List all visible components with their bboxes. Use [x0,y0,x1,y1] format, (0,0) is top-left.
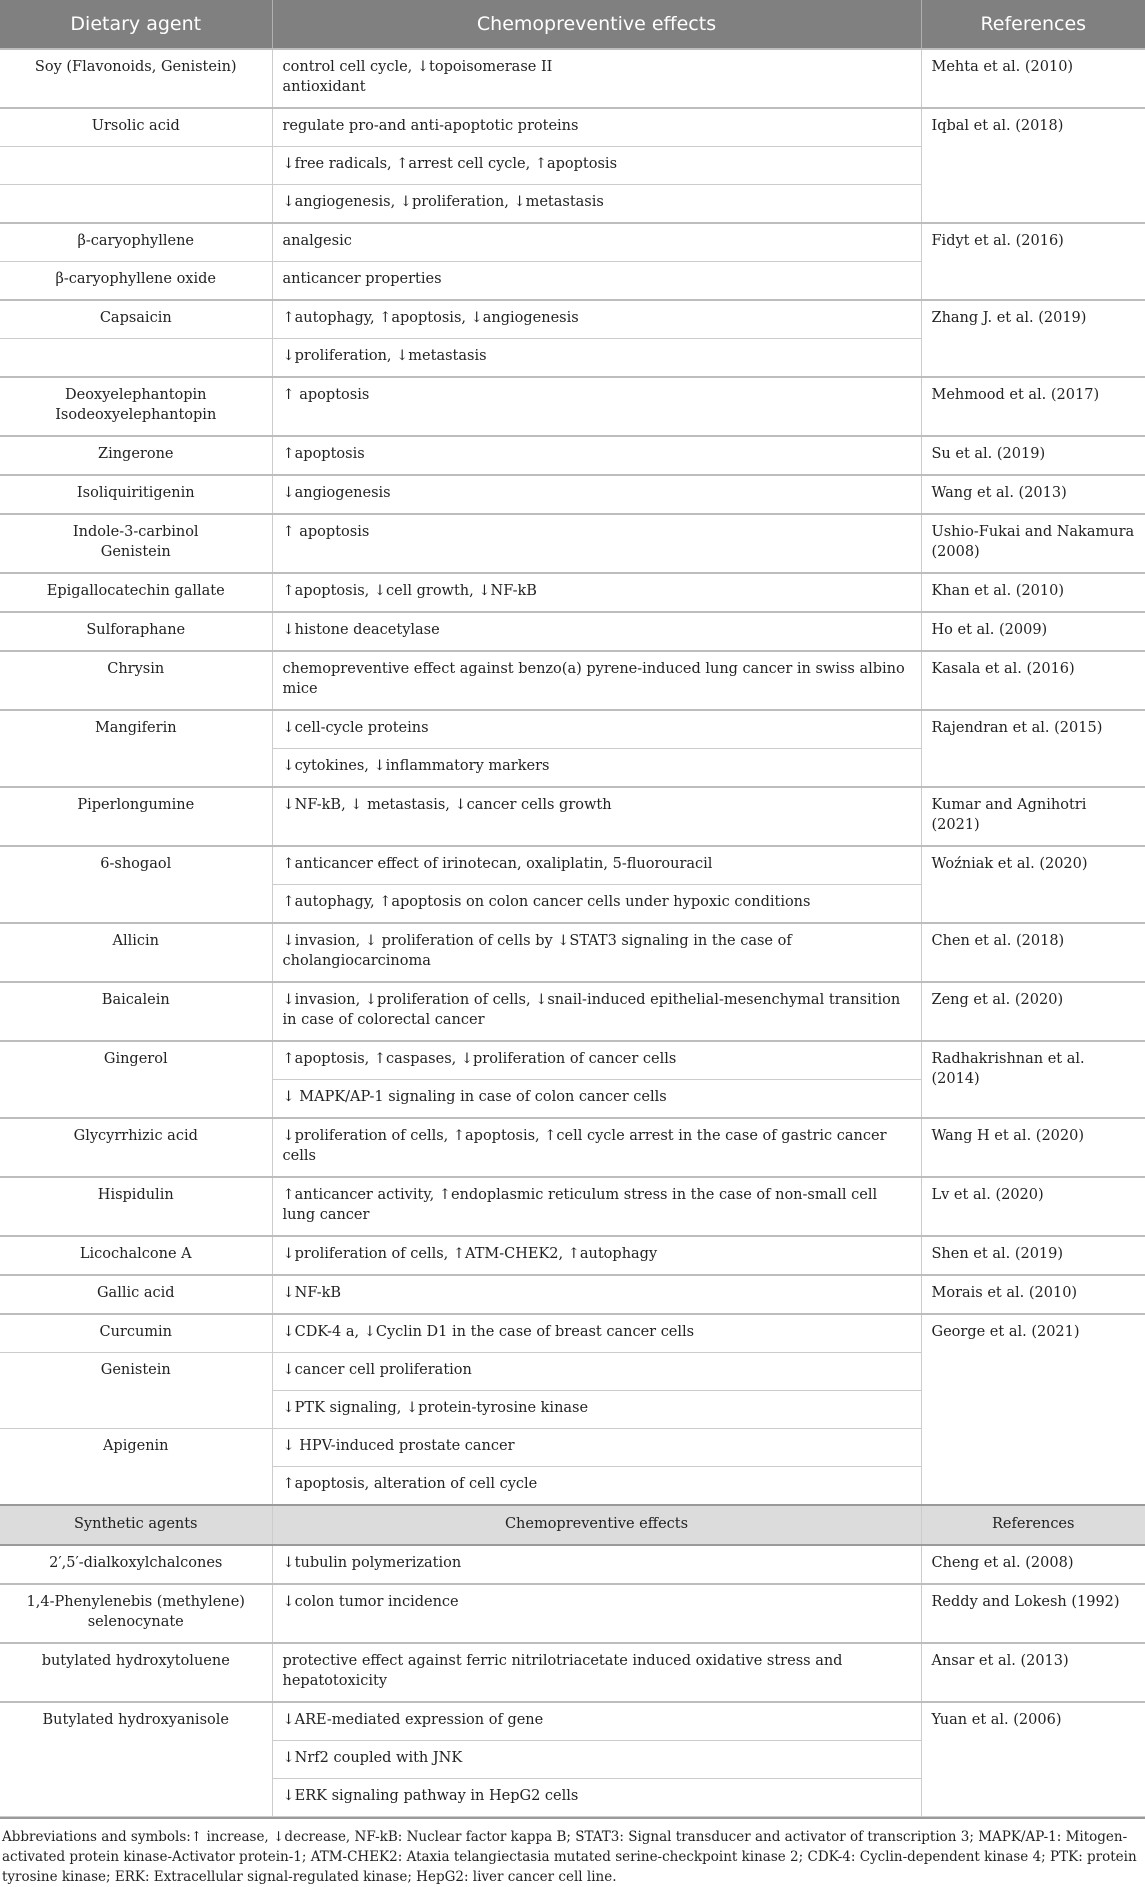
effect-cell: ↓ARE-mediated expression of gene [272,1702,921,1741]
reference-cell: Woźniak et al. (2020) [921,846,1145,923]
agent-cell: Chrysin [0,651,272,710]
agent-cell: Licochalcone A [0,1236,272,1275]
effect-cell: ↓invasion, ↓ proliferation of cells by ↓STAT3 signaling in the case of cholangiocarcinoma [272,923,921,982]
agent-cell: Butylated hydroxyanisole [0,1702,272,1817]
effect-cell: ↑ apoptosis [272,377,921,436]
table-header [0,0,1145,49]
synthetic-section-header [0,1505,1145,1545]
agent-cell: Allicin [0,923,272,982]
agent-cell: Hispidulin [0,1177,272,1236]
effect-cell: anticancer properties [272,262,921,301]
agent-cell: Mangiferin [0,710,272,787]
table-row [0,787,1145,846]
effect-cell: ↓ HPV-induced prostate cancer [272,1429,921,1467]
effect-cell: ↑apoptosis, alteration of cell cycle [272,1467,921,1506]
reference-cell: Zeng et al. (2020) [921,982,1145,1041]
effect-cell: ↓cell-cycle proteins [272,710,921,749]
agent-cell: Glycyrrhizic acid [0,1118,272,1177]
reference-cell: Wang H et al. (2020) [921,1118,1145,1177]
agent-cell: β-caryophyllene oxide [0,262,272,301]
abbreviations-footnote: Abbreviations and symbols:↑ increase, ↓decrease, NF-kB: Nuclear factor kappa B; STAT3: Signal transducer and activator of transcription 3; MAPK/AP-1: Mitogen-activated protein kinase-Activator protein-1; ATM-CHEK2: Ataxia telangiectasia mutated serine-checkpoint kinase 2; CDK-4: Cyclin-dependent kinase 4; PTK: protein tyrosine kinase; ERK: Extracellular signal-regulated kinase; HepG2: liver cancer cell line. [0,1817,1145,1887]
effect-cell: ↓colon tumor incidence [272,1584,921,1643]
effect-cell: ↓tubulin polymerization [272,1545,921,1584]
reference-cell: Mehmood et al. (2017) [921,377,1145,436]
agent-cell [0,339,272,378]
agent-cell: Gallic acid [0,1275,272,1314]
reference-cell: Ushio-Fukai and Nakamura (2008) [921,514,1145,573]
effect-cell: ↓cytokines, ↓inflammatory markers [272,749,921,788]
reference-cell: Zhang J. et al. (2019) [921,300,1145,377]
section-chemopreventive-effects: Chemopreventive effects [272,1505,921,1545]
reference-cell: Lv et al. (2020) [921,1177,1145,1236]
effect-cell: ↓ERK signaling pathway in HepG2 cells [272,1779,921,1817]
effect-cell: ↓angiogenesis [272,475,921,514]
agent-cell: 1,4-Phenylenebis (methylene) selenocynate [0,1584,272,1643]
table-row [0,300,1145,339]
effect-cell: ↓proliferation, ↓metastasis [272,339,921,378]
section-references: References [921,1505,1145,1545]
agent-cell: 2′,5′-dialkoxylchalcones [0,1545,272,1584]
table-row [0,1236,1145,1275]
reference-cell: Wang et al. (2013) [921,475,1145,514]
table-row [0,223,1145,262]
reference-cell: Kasala et al. (2016) [921,651,1145,710]
reference-cell: Ansar et al. (2013) [921,1643,1145,1702]
reference-cell: Ho et al. (2009) [921,612,1145,651]
table-row [0,436,1145,475]
synthetic-agents-body [0,1545,1145,1817]
effect-cell: protective effect against ferric nitrilotriacetate induced oxidative stress and hepatotoxicity [272,1643,921,1702]
reference-cell: Rajendran et al. (2015) [921,710,1145,787]
table-row [0,475,1145,514]
agent-cell: Zingerone [0,436,272,475]
table-row [0,923,1145,982]
effect-cell: ↑autophagy, ↑apoptosis on colon cancer cells under hypoxic conditions [272,885,921,924]
table-row [0,1545,1145,1584]
reference-cell: Radhakrishnan et al. (2014) [921,1041,1145,1118]
effect-cell: ↓NF-kB, ↓ metastasis, ↓cancer cells growth [272,787,921,846]
reference-cell: Khan et al. (2010) [921,573,1145,612]
agent-cell: Deoxyelephantopin Isodeoxyelephantopin [0,377,272,436]
table-row [0,1702,1145,1741]
header-dietary-agent: Dietary agent [0,0,272,49]
agent-cell: Soy (Flavonoids, Genistein) [0,49,272,108]
agent-cell: Genistein [0,1353,272,1429]
reference-cell: Yuan et al. (2006) [921,1702,1145,1817]
effect-cell: ↓ MAPK/AP-1 signaling in case of colon cancer cells [272,1080,921,1119]
table-row [0,1643,1145,1702]
effect-cell: ↓histone deacetylase [272,612,921,651]
agent-cell: Gingerol [0,1041,272,1118]
reference-cell: Kumar and Agnihotri (2021) [921,787,1145,846]
agent-cell [0,185,272,224]
reference-cell: Shen et al. (2019) [921,1236,1145,1275]
agent-cell: Baicalein [0,982,272,1041]
table-row [0,1314,1145,1353]
table-row [0,846,1145,885]
effect-cell: ↓proliferation of cells, ↑ATM-CHEK2, ↑autophagy [272,1236,921,1275]
effect-cell: ↓angiogenesis, ↓proliferation, ↓metastasis [272,185,921,224]
effect-cell: ↓cancer cell proliferation [272,1353,921,1391]
effect-cell: ↓Nrf2 coupled with JNK [272,1741,921,1779]
table-row [0,1041,1145,1080]
agent-cell: Isoliquiritigenin [0,475,272,514]
header-references: References [921,0,1145,49]
table-row [0,982,1145,1041]
agent-cell: Capsaicin [0,300,272,339]
reference-cell: Morais et al. (2010) [921,1275,1145,1314]
agent-cell: butylated hydroxytoluene [0,1643,272,1702]
header-chemopreventive-effects: Chemopreventive effects [272,0,921,49]
agent-cell: Epigallocatechin gallate [0,573,272,612]
effect-cell: ↓invasion, ↓proliferation of cells, ↓snail-induced epithelial-mesenchymal transition in case of colorectal cancer [272,982,921,1041]
effect-cell: ↓NF-kB [272,1275,921,1314]
effect-cell: ↑ apoptosis [272,514,921,573]
table-row [0,514,1145,573]
table-row [0,1177,1145,1236]
table-row [0,651,1145,710]
effect-cell: ↑anticancer effect of irinotecan, oxaliplatin, 5-fluorouracil [272,846,921,885]
reference-cell: Reddy and Lokesh (1992) [921,1584,1145,1643]
effect-cell: regulate pro-and anti-apoptotic proteins [272,108,921,147]
effect-cell: ↑apoptosis, ↓cell growth, ↓NF-kB [272,573,921,612]
agent-cell: β-caryophyllene [0,223,272,262]
effect-cell: ↓CDK-4 a, ↓Cyclin D1 in the case of breast cancer cells [272,1314,921,1353]
effect-cell: ↓PTK signaling, ↓protein-tyrosine kinase [272,1391,921,1429]
table-row [0,612,1145,651]
table-row [0,377,1145,436]
table-row [0,710,1145,749]
agent-cell: 6-shogaol [0,846,272,923]
effect-cell: analgesic [272,223,921,262]
effect-cell: ↑anticancer activity, ↑endoplasmic reticulum stress in the case of non-small cell lung cancer [272,1177,921,1236]
effect-cell: control cell cycle, ↓topoisomerase II antioxidant [272,49,921,108]
effect-cell: ↓proliferation of cells, ↑apoptosis, ↑cell cycle arrest in the case of gastric cancer cells [272,1118,921,1177]
table-row [0,49,1145,108]
effect-cell: ↑autophagy, ↑apoptosis, ↓angiogenesis [272,300,921,339]
table-row [0,573,1145,612]
effect-cell: ↑apoptosis [272,436,921,475]
agent-cell: Sulforaphane [0,612,272,651]
agent-cell: Indole-3-carbinol Genistein [0,514,272,573]
agent-cell [0,147,272,185]
reference-cell: Cheng et al. (2008) [921,1545,1145,1584]
table-row [0,1275,1145,1314]
table-row [0,1584,1145,1643]
dietary-agents-body [0,49,1145,1505]
table-row [0,108,1145,147]
reference-cell: Su et al. (2019) [921,436,1145,475]
reference-cell: Iqbal et al. (2018) [921,108,1145,223]
effect-cell: ↑apoptosis, ↑caspases, ↓proliferation of cancer cells [272,1041,921,1080]
section-synthetic-agents: Synthetic agents [0,1505,272,1545]
effect-cell: ↓free radicals, ↑arrest cell cycle, ↑apoptosis [272,147,921,185]
reference-cell: Chen et al. (2018) [921,923,1145,982]
agent-cell: Curcumin [0,1314,272,1353]
effect-cell: chemopreventive effect against benzo(a) pyrene-induced lung cancer in swiss albino mice [272,651,921,710]
reference-cell: Fidyt et al. (2016) [921,223,1145,300]
agent-cell: Ursolic acid [0,108,272,147]
reference-cell: George et al. (2021) [921,1314,1145,1505]
table-row [0,1118,1145,1177]
agent-cell: Piperlongumine [0,787,272,846]
reference-cell: Mehta et al. (2010) [921,49,1145,108]
agent-cell: Apigenin [0,1429,272,1506]
